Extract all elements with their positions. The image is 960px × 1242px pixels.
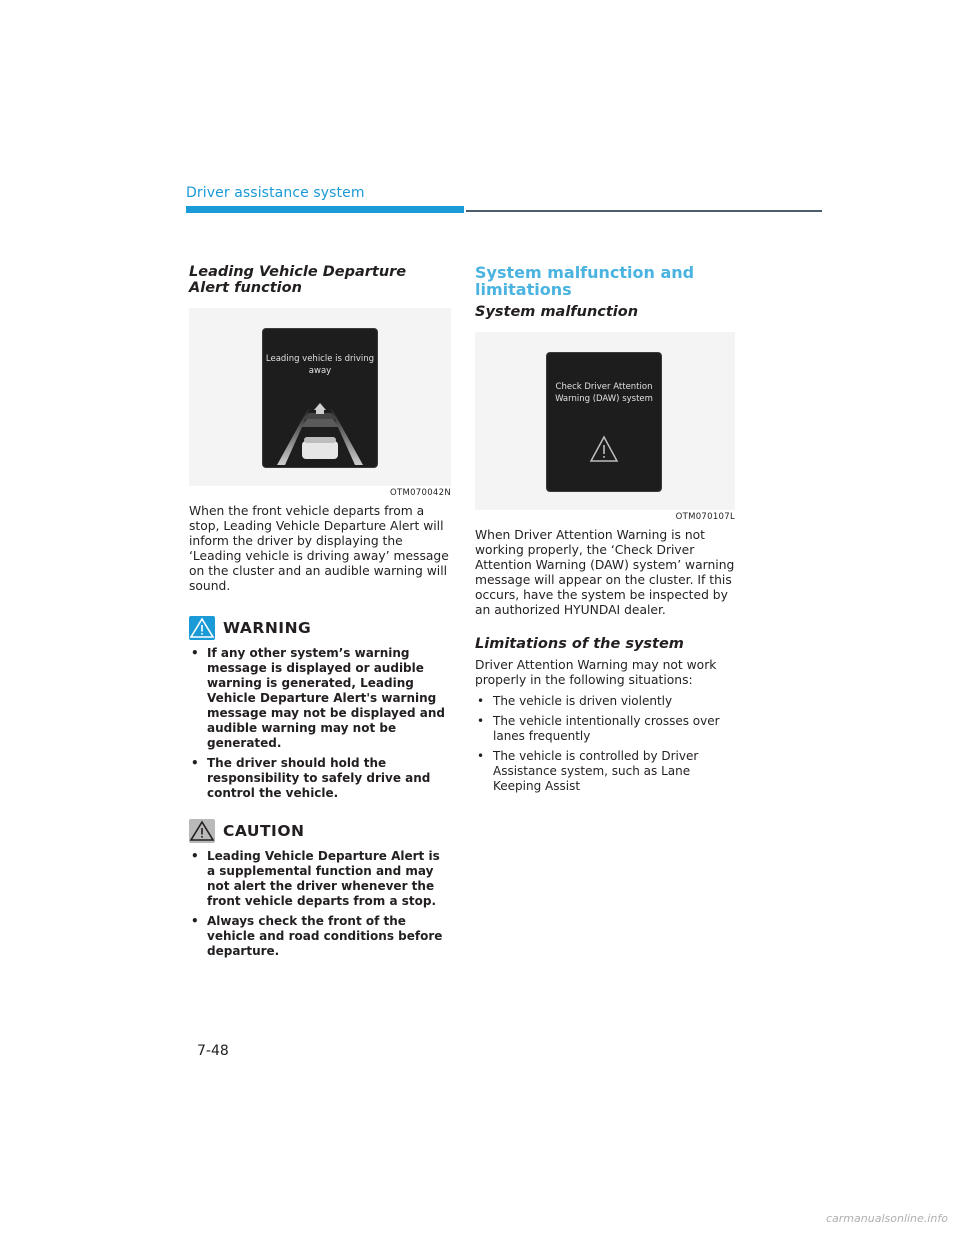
lvda-paragraph: When the front vehicle departs from a stop, Leading Vehicle Departure Alert will inform the driver by displaying the ‘Leading vehicle is driving away’ message on the cluster and an audible warning will sound.: [189, 504, 449, 593]
daw-figure: [475, 332, 735, 510]
road-illustration: [263, 385, 377, 465]
arrow-up-icon: [314, 403, 326, 410]
malfunction-paragraph: When Driver Attention Warning is not working properly, the ‘Check Driver Attention Warning (DAW) system’ warning message will appear on the cluster. If this occurs, have the system be inspected by an authorized HYUNDAI dealer.: [475, 528, 735, 617]
header-rule-accent: [186, 206, 464, 213]
right-column: [475, 264, 735, 799]
figure-code: OTM070042N: [389, 488, 451, 498]
warning-list: [189, 646, 451, 801]
malfunction-heading: System malfunction: [475, 304, 639, 320]
list-item: • The driver should hold the responsibility to safely drive and control the vehicle.: [189, 756, 451, 801]
warning-icon: [189, 616, 215, 640]
list-item: • If any other system’s warning message is displayed or audible warning is generated, Leading Vehicle Departure Alert's warning message may not be displayed and audible warning may not be generated.: [189, 646, 451, 751]
section-title: System malfunction and limitations: [475, 263, 695, 299]
list-item: • The vehicle is controlled by Driver Assistance system, such as Lane Keeping Assist: [475, 749, 735, 794]
list-item: • Always check the front of the vehicle and road conditions before departure.: [189, 914, 451, 959]
section-label: Driver assistance system: [186, 185, 365, 201]
lvda-figure: [189, 308, 451, 486]
cluster-screen: [546, 352, 662, 492]
caution-icon: [189, 819, 215, 843]
limitations-heading: Limitations of the system: [475, 636, 684, 652]
limitations-list: [475, 694, 735, 794]
cluster-message: Check Driver Attention Warning (DAW) system: [555, 382, 653, 404]
figure-code: OTM070107L: [675, 512, 735, 522]
header-rule: [466, 210, 822, 212]
list-item: • The vehicle is driven violently: [475, 694, 735, 709]
caution-list: [189, 849, 451, 959]
warning-title: WARNING: [223, 619, 312, 637]
lvda-heading: Leading Vehicle Departure Alert function: [189, 264, 407, 296]
cluster-message: Leading vehicle is driving away: [265, 354, 375, 376]
watermark: carmanualsonline.info: [826, 1212, 948, 1225]
caution-header: [189, 819, 451, 843]
warning-header: [189, 616, 451, 640]
own-car-icon: [302, 441, 338, 459]
caution-title: CAUTION: [223, 822, 305, 840]
list-item: • Leading Vehicle Departure Alert is a supplemental function and may not alert the driver whenever the front vehicle departs from a stop.: [189, 849, 451, 909]
limitations-intro: Driver Attention Warning may not work properly in the following situations:: [475, 658, 717, 687]
cluster-screen: [262, 328, 378, 468]
list-item: • The vehicle intentionally crosses over lanes frequently: [475, 714, 735, 744]
page-number: 7-48: [197, 1043, 229, 1059]
warning-triangle-icon: [589, 435, 619, 463]
left-column: [189, 264, 451, 964]
